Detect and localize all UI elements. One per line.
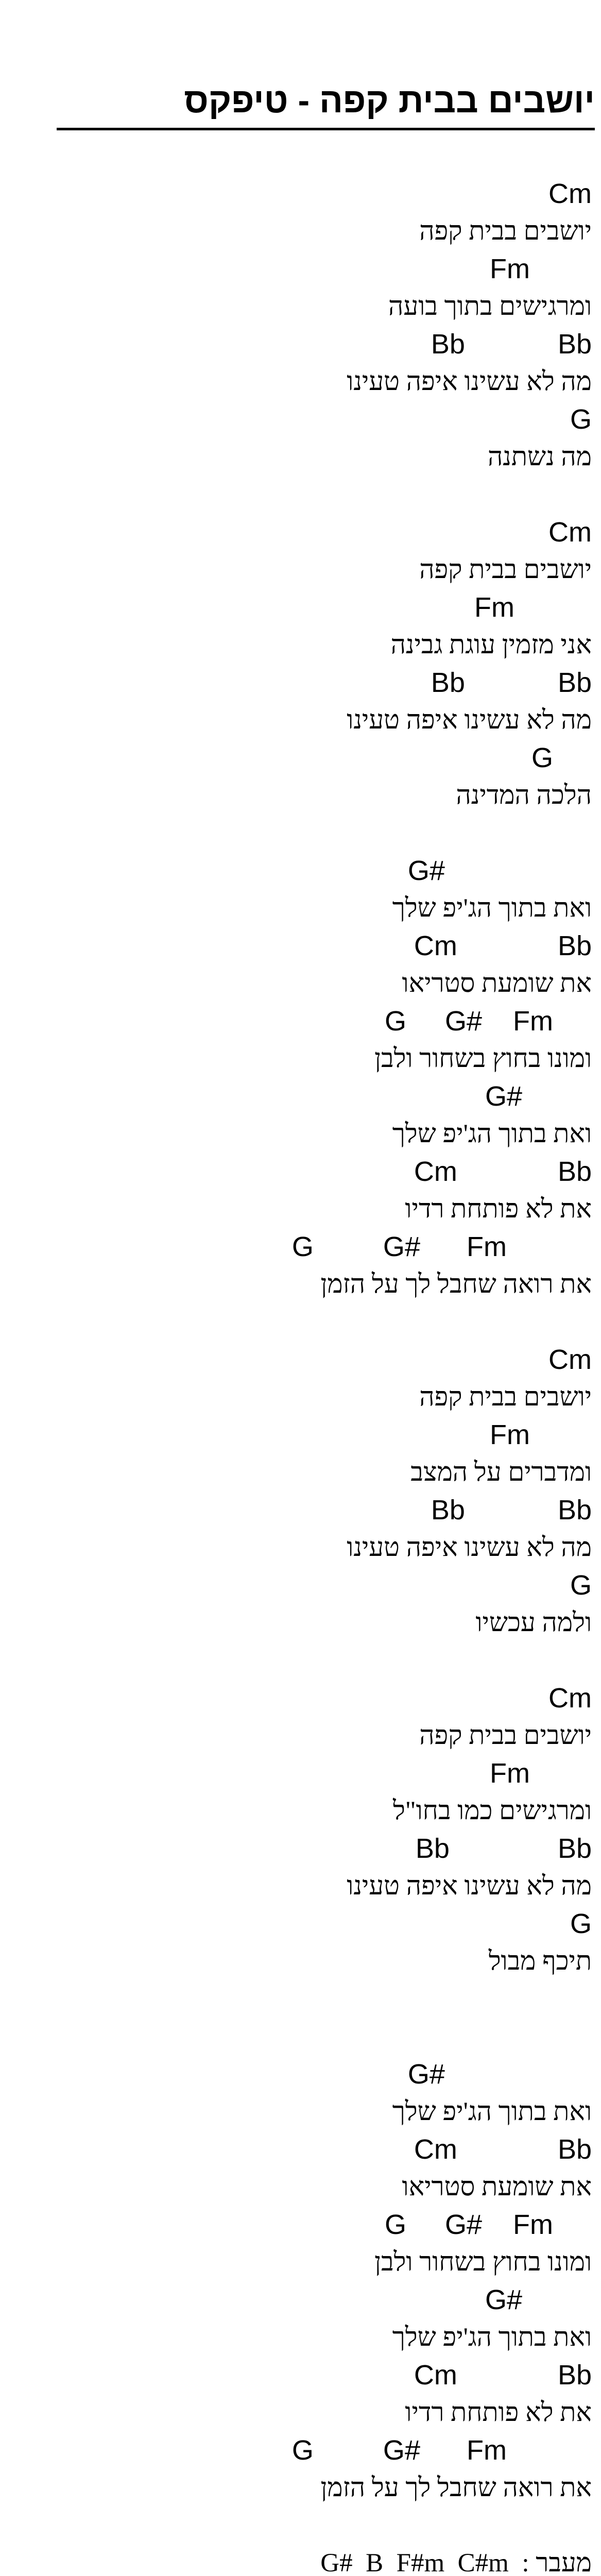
lyric-line: את לא פותחת רדיו bbox=[405, 2398, 592, 2427]
chord-line: G G# Fm bbox=[384, 2209, 592, 2240]
lyric-line: יושבים בבית קפה bbox=[419, 555, 592, 584]
blank-line bbox=[0, 2018, 592, 2056]
chord-line: G G# Fm bbox=[291, 2435, 592, 2466]
lyric-line: יושבים בבית קפה bbox=[419, 1721, 592, 1750]
lyric-line: מה נשתנה bbox=[487, 443, 592, 471]
lyric-line: את רואה שחבל לך על הזמן bbox=[320, 2473, 592, 2502]
lyric-line: את רואה שחבל לך על הזמן bbox=[320, 1270, 592, 1299]
chord-line: G G# Fm bbox=[384, 1006, 592, 1037]
lyric-line: ולמה עכשיו bbox=[475, 1608, 592, 1637]
lyric-line: ומונו בחוץ בשחור ולבן bbox=[374, 2248, 592, 2277]
blank-line bbox=[0, 1303, 592, 1341]
lyric-line: ומונו בחוץ בשחור ולבן bbox=[374, 1044, 592, 1073]
lyric-line: אני מזמין עוגת גבינה bbox=[390, 631, 592, 659]
lyric-line: את שומעת סטריאו bbox=[402, 2173, 592, 2201]
chord-line: Fm bbox=[490, 1758, 592, 1789]
chord-line: Fm bbox=[474, 592, 592, 623]
chord-line: G bbox=[570, 1570, 592, 1601]
chord-line: G# bbox=[407, 2059, 592, 2090]
chord-line: G G# Fm bbox=[291, 1231, 592, 1262]
blank-line bbox=[0, 476, 592, 514]
chord-line: Bb Bb bbox=[431, 329, 592, 360]
chord-line: G bbox=[570, 1908, 592, 1939]
blank-line bbox=[0, 2507, 592, 2545]
chord-line: G bbox=[531, 742, 592, 773]
title-underline bbox=[57, 128, 595, 130]
chord-line: Bb Bb bbox=[431, 1495, 592, 1526]
lyric-line: הלכה המדינה bbox=[456, 781, 592, 810]
chord-line: G bbox=[570, 404, 592, 435]
lyric-line: ואת בתוך הג'יפ שלך bbox=[392, 1120, 592, 1148]
blank-line bbox=[0, 1980, 592, 2018]
chord-line: Cm Bb bbox=[414, 2360, 592, 2391]
chord-line: Fm bbox=[490, 253, 592, 284]
chord-line: Cm Bb bbox=[414, 1156, 592, 1187]
lyric-line: ומרגישים בתוך בועה bbox=[388, 292, 592, 321]
blank-line bbox=[0, 815, 592, 852]
song-title: יושבים בבית קפה - טיפקס bbox=[184, 81, 595, 120]
chord-line: Cm Bb bbox=[414, 930, 592, 961]
lyric-line: יושבים בבית קפה bbox=[419, 217, 592, 246]
lyric-line: את לא פותחת רדיו bbox=[405, 1195, 592, 1224]
lyric-line: ואת בתוך הג'יפ שלך bbox=[392, 2097, 592, 2126]
lyric-line: מה לא עשינו איפה טעינו bbox=[347, 367, 592, 396]
lyric-line: יושבים בבית קפה bbox=[419, 1383, 592, 1412]
chord-line: Cm bbox=[548, 178, 592, 209]
lyric-line: מה לא עשינו איפה טעינו bbox=[347, 1872, 592, 1901]
blank-line bbox=[0, 1642, 592, 1680]
chord-line: Bb Bb bbox=[431, 667, 592, 698]
lyric-line: את שומעת סטריאו bbox=[402, 969, 592, 998]
chord-line: Fm bbox=[490, 1419, 592, 1450]
lyric-line: ואת בתוך הג'יפ שלך bbox=[392, 2323, 592, 2352]
lyric-line: ומדברים על המצב bbox=[410, 1458, 592, 1487]
lyric-line: מה לא עשינו איפה טעינו bbox=[347, 1533, 592, 1562]
chord-line: Cm bbox=[548, 1344, 592, 1375]
chord-line: Cm bbox=[548, 517, 592, 548]
lyric-line: תיכף מבול bbox=[488, 1947, 592, 1976]
lyric-line: מעבר : G# B F#m C#m bbox=[320, 2549, 592, 2576]
chord-line: G# bbox=[485, 2284, 592, 2315]
lyric-line: ומרגישים כמו בחו"ל bbox=[392, 1797, 592, 1825]
chord-line: G# bbox=[407, 855, 592, 886]
chord-line: Cm Bb bbox=[414, 2134, 592, 2165]
chord-line: Bb Bb bbox=[415, 1833, 592, 1864]
lyric-line: ואת בתוך הג'יפ שלך bbox=[392, 894, 592, 923]
lyric-line: מה לא עשינו איפה טעינו bbox=[347, 706, 592, 735]
lyrics-and-chords bbox=[0, 175, 601, 2576]
chord-line: G# bbox=[485, 1081, 592, 1112]
chord-line: Cm bbox=[548, 1683, 592, 1714]
